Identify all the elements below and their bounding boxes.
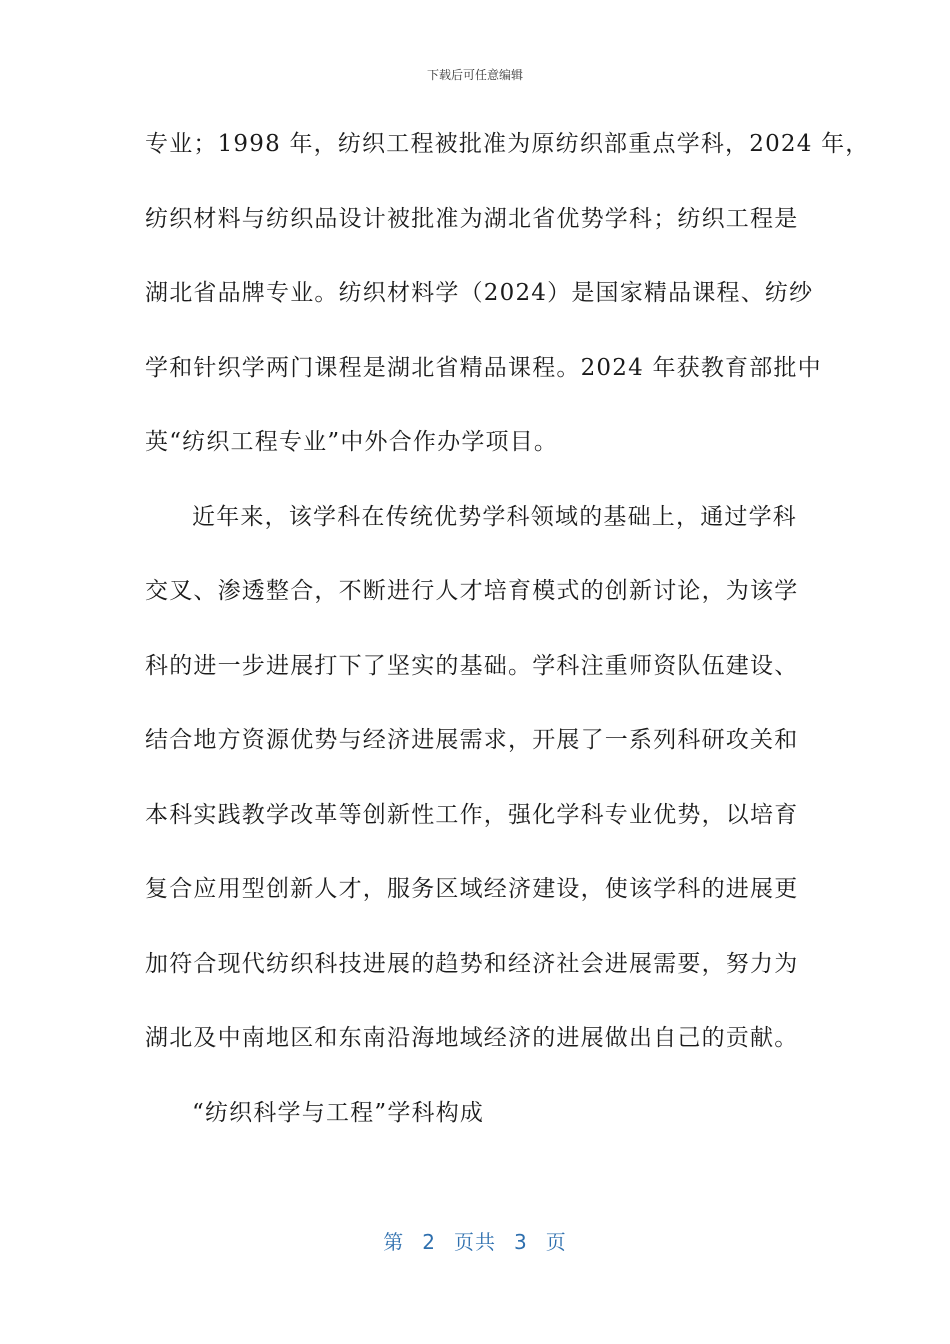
text-line: 交叉、渗透整合，不断进行人才培育模式的创新讨论，为该学: [145, 578, 799, 604]
text-line: 纺织材料与纺织品设计被批准为湖北省优势学科；纺织工程是: [145, 205, 799, 232]
footer-middle: 页共: [454, 1230, 496, 1254]
text-line: 科的进一步进展打下了坚实的基础。学科注重师资队伍建设、: [145, 652, 799, 679]
text-line: 学和针织学两门课程是湖北省精品课程。2024 年获教育部批中: [145, 354, 822, 381]
text-line: 本科实践教学改革等创新性工作，强化学科专业优势，以培育: [145, 801, 799, 828]
footer-prefix: 第: [383, 1230, 405, 1254]
text-line: 专业；1998 年，纺织工程被批准为原纺织部重点学科，2024 年，: [145, 131, 870, 157]
current-page-number: 2: [422, 1230, 436, 1254]
text-line: 英“纺织工程专业”中外合作办学项目。: [145, 429, 559, 455]
text-line: 加符合现代纺织科技进展的趋势和经济社会进展需要，努力为: [145, 950, 799, 977]
text-line: 复合应用型创新人才，服务区域经济建设，使该学科的进展更: [145, 876, 799, 902]
total-page-count: 3: [514, 1230, 528, 1254]
text-line: 结合地方资源优势与经济进展需求，开展了一系列科研攻关和: [145, 727, 799, 753]
text-line: 湖北及中南地区和东南沿海地域经济的进展做出自己的贡献。: [145, 1025, 799, 1051]
footer-suffix: 页: [545, 1230, 567, 1254]
paragraph-start-line: 近年来，该学科在传统优势学科领域的基础上，通过学科: [192, 503, 797, 530]
text-line: 湖北省品牌专业。纺织材料学（2024）是国家精品课程、纺纱: [145, 280, 814, 306]
document-body: [145, 126, 870, 1169]
page-header-note: 下载后可任意编辑: [426, 68, 523, 82]
page-footer: [0, 1226, 950, 1255]
section-heading: “纺织科学与工程”学科构成: [192, 1099, 485, 1126]
